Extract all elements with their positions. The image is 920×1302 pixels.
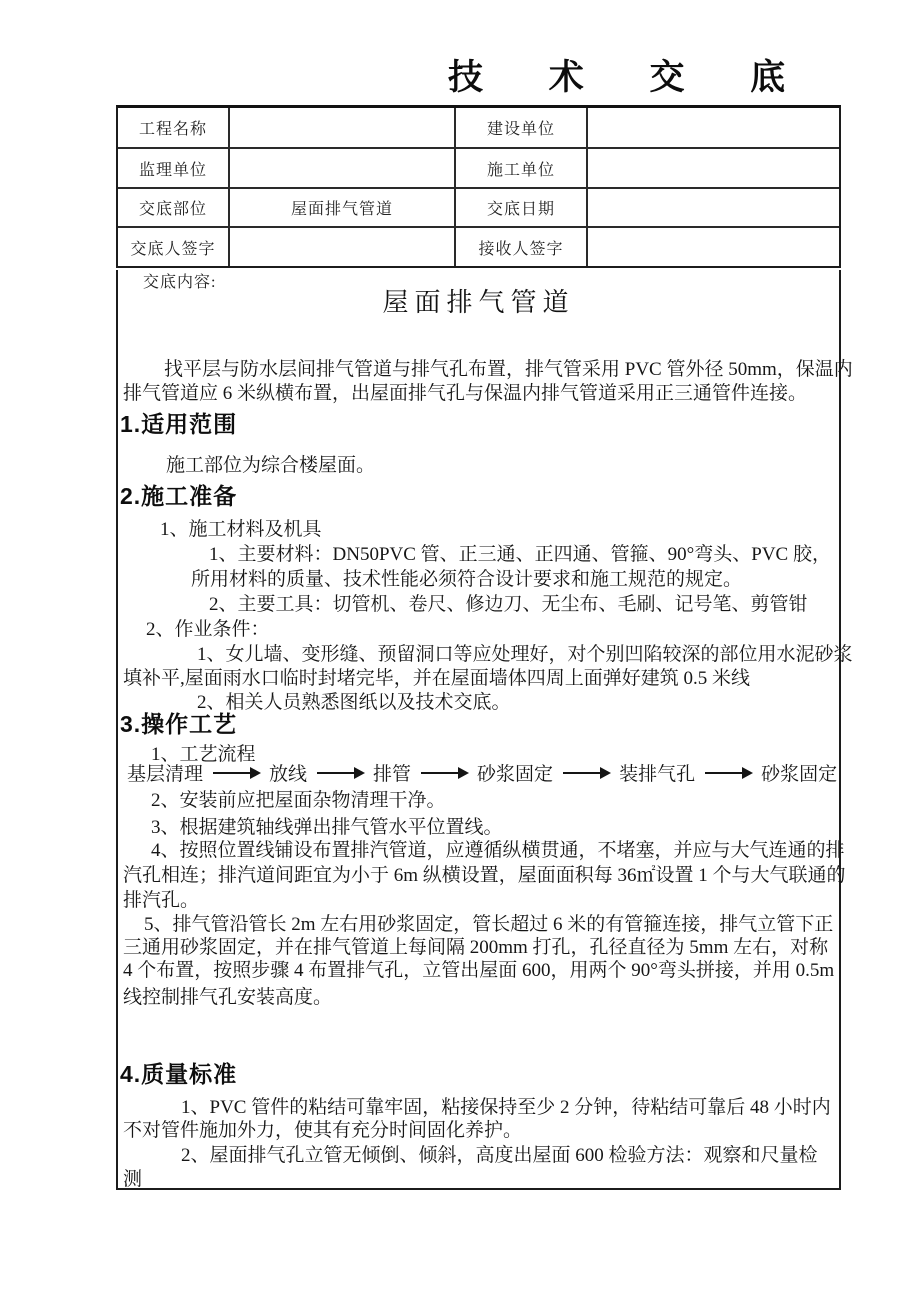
receiver-signature-value: [588, 228, 839, 266]
content-line: 2、主要工具：切管机、卷尺、修边刀、无尘布、毛刷、记号笔、剪管钳: [209, 594, 808, 615]
content-line: 1、工艺流程: [151, 744, 256, 765]
content-line: 线控制排气孔安装高度。: [123, 987, 333, 1008]
supervisor-unit-value: [230, 149, 456, 189]
flow-arrow-icon: [563, 772, 609, 774]
content-line: 汽孔相连；排汽道间距宜为小于 6m 纵横设置，屋面面积每 36㎡设置 1 个与大气联通的: [123, 865, 846, 886]
builder-unit-value: [588, 149, 839, 189]
process-flow-chart: [123, 759, 841, 786]
content-line: 2、屋面排气孔立管无倾倒、倾斜，高度出屋面 600 检验方法：观察和尺量检: [181, 1145, 818, 1166]
content-title: 屋面排气管道: [382, 288, 575, 317]
discloser-signature-value: [230, 228, 456, 266]
construction-owner-label: 建设单位: [456, 108, 588, 149]
content-line: 2、相关人员熟悉图纸以及技术交底。: [197, 692, 511, 713]
supervisor-unit-label: 监理单位: [118, 149, 230, 189]
receiver-signature-label: 接收人签字: [456, 228, 588, 266]
flow-arrow-icon: [705, 772, 751, 774]
content-line: 测: [123, 1169, 143, 1190]
content-line: 1、主要材料：DN50PVC 管、正三通、正四通、管箍、90°弯头、PVC 胶，: [209, 544, 831, 565]
content-line: 5、排气管沿管长 2m 左右用砂浆固定，管长超过 6 米的有管箍连接，排气立管下正: [144, 914, 834, 935]
disclosure-content-cell: [116, 270, 853, 1190]
content-line: 3、根据建筑轴线弹出排气管水平位置线。: [151, 817, 503, 838]
project-name-value: [230, 108, 456, 149]
flow-arrow-icon: [213, 772, 259, 774]
content-line: 1、PVC 管件的粘结可靠牢固，粘接保持至少 2 分钟，待粘结可靠后 48 小时内: [181, 1097, 831, 1118]
content-line: 4、按照位置线铺设布置排汽管道，应遵循纵横贯通，不堵塞，并应与大气连通的排: [151, 840, 845, 861]
content-line: 2、安装前应把屋面杂物清理干净。: [151, 790, 446, 811]
page-title: 技 术 交 底: [448, 58, 814, 97]
disclosure-part-label: 交底部位: [118, 189, 230, 228]
content-line: 施工部位为综合楼屋面。: [166, 455, 376, 476]
intro-line: 排气管道应 6 米纵横布置，出屋面排气孔与保温内排气管道采用正三通管件连接。: [123, 383, 808, 404]
content-line: 所用材料的质量、技术性能必须符合设计要求和施工规范的规定。: [191, 569, 743, 590]
disclosure-date-label: 交底日期: [456, 189, 588, 228]
builder-unit-label: 施工单位: [456, 149, 588, 189]
content-line: 填补平,屋面雨水口临时封堵完毕，并在屋面墙体四周上面弹好建筑 0.5 米线: [123, 668, 751, 689]
flow-arrow-icon: [421, 772, 467, 774]
section-heading-procedure: 3.操作工艺: [120, 711, 238, 737]
disclosure-date-value: [588, 189, 839, 228]
project-name-label: 工程名称: [118, 108, 230, 149]
disclosure-part-value: 屋面排气管道: [230, 189, 456, 228]
flow-arrow-icon: [317, 772, 363, 774]
content-line: 三通用砂浆固定，并在排气管道上每间隔 200mm 打孔，孔径直径为 5mm 左右，对称: [123, 937, 829, 958]
content-label: 交底内容:: [143, 274, 217, 291]
intro-line: 找平层与防水层间排气管道与排气孔布置，排气管采用 PVC 管外径 50mm，保温内: [164, 359, 853, 380]
flow-step: 基层清理: [127, 764, 204, 785]
construction-owner-value: [588, 108, 839, 149]
section-heading-scope: 1.适用范围: [120, 411, 238, 437]
content-line: 1、女儿墙、变形缝、预留洞口等应处理好，对个别凹陷较深的部位用水泥砂浆: [197, 644, 853, 665]
flow-step: 砂浆固定: [761, 764, 838, 785]
flow-step: 装排气孔: [619, 764, 696, 785]
info-table: [116, 105, 841, 268]
discloser-signature-label: 交底人签字: [118, 228, 230, 266]
content-line: 排汽孔。: [123, 890, 200, 911]
flow-step: 砂浆固定: [477, 764, 554, 785]
content-line: 1、施工材料及机具: [160, 519, 322, 540]
content-line: 4 个布置，按照步骤 4 布置排气孔，立管出屋面 600，用两个 90°弯头拼接，并用 0.5m: [123, 960, 835, 981]
section-heading-quality: 4.质量标准: [120, 1061, 238, 1087]
flow-step: 放线: [269, 764, 308, 785]
flow-step: 排管: [373, 764, 412, 785]
content-line: 不对管件施加外力，使其有充分时间固化养护。: [123, 1120, 523, 1141]
content-line: 2、作业条件：: [146, 619, 270, 640]
section-heading-preparation: 2.施工准备: [120, 483, 238, 509]
